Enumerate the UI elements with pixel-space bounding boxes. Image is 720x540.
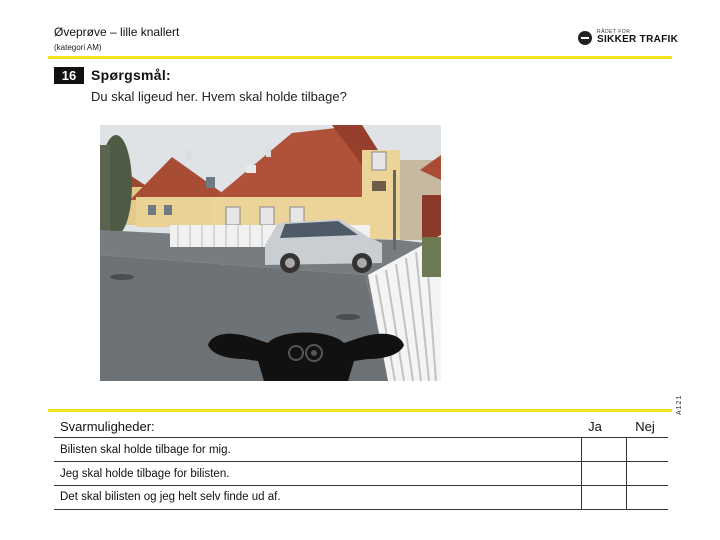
table-rule xyxy=(54,437,668,438)
answer-option-3: Det skal bilisten og jeg helt selv finde ud af. xyxy=(60,491,281,503)
logo-big-text: SIKKER TRAFIK xyxy=(597,34,679,45)
logo-icon xyxy=(578,31,592,45)
logo-small-text: RÅDET FOR xyxy=(597,29,631,35)
answer-3-yes-box[interactable] xyxy=(582,486,625,508)
yes-column-header: Ja xyxy=(588,419,602,434)
scene-photo xyxy=(100,125,441,381)
table-rule xyxy=(54,485,668,486)
question-label: Spørgsmål: xyxy=(91,67,172,83)
brand-logo xyxy=(578,30,678,45)
page-title: Øveprøve – lille knallert xyxy=(54,25,180,39)
question-text: Du skal ligeud her. Hvem skal holde tilbage? xyxy=(91,89,347,104)
no-column-header: Nej xyxy=(635,419,655,434)
answer-1-no-box[interactable] xyxy=(627,438,670,460)
answer-2-yes-box[interactable] xyxy=(582,462,625,484)
header-divider xyxy=(48,56,672,59)
side-code: A121 xyxy=(676,394,683,415)
answer-1-yes-box[interactable] xyxy=(582,438,625,460)
section-divider xyxy=(48,409,672,412)
answer-option-2: Jeg skal holde tilbage for bilisten. xyxy=(60,468,230,480)
page-subtitle: (kategori AM) xyxy=(54,43,102,52)
answer-option-1: Bilisten skal holde tilbage for mig. xyxy=(60,444,231,456)
answers-label: Svarmuligheder: xyxy=(60,419,155,434)
answer-3-no-box[interactable] xyxy=(627,486,670,508)
question-number: 16 xyxy=(54,67,84,84)
table-rule xyxy=(54,461,668,462)
answer-2-no-box[interactable] xyxy=(627,462,670,484)
table-rule xyxy=(54,509,668,510)
